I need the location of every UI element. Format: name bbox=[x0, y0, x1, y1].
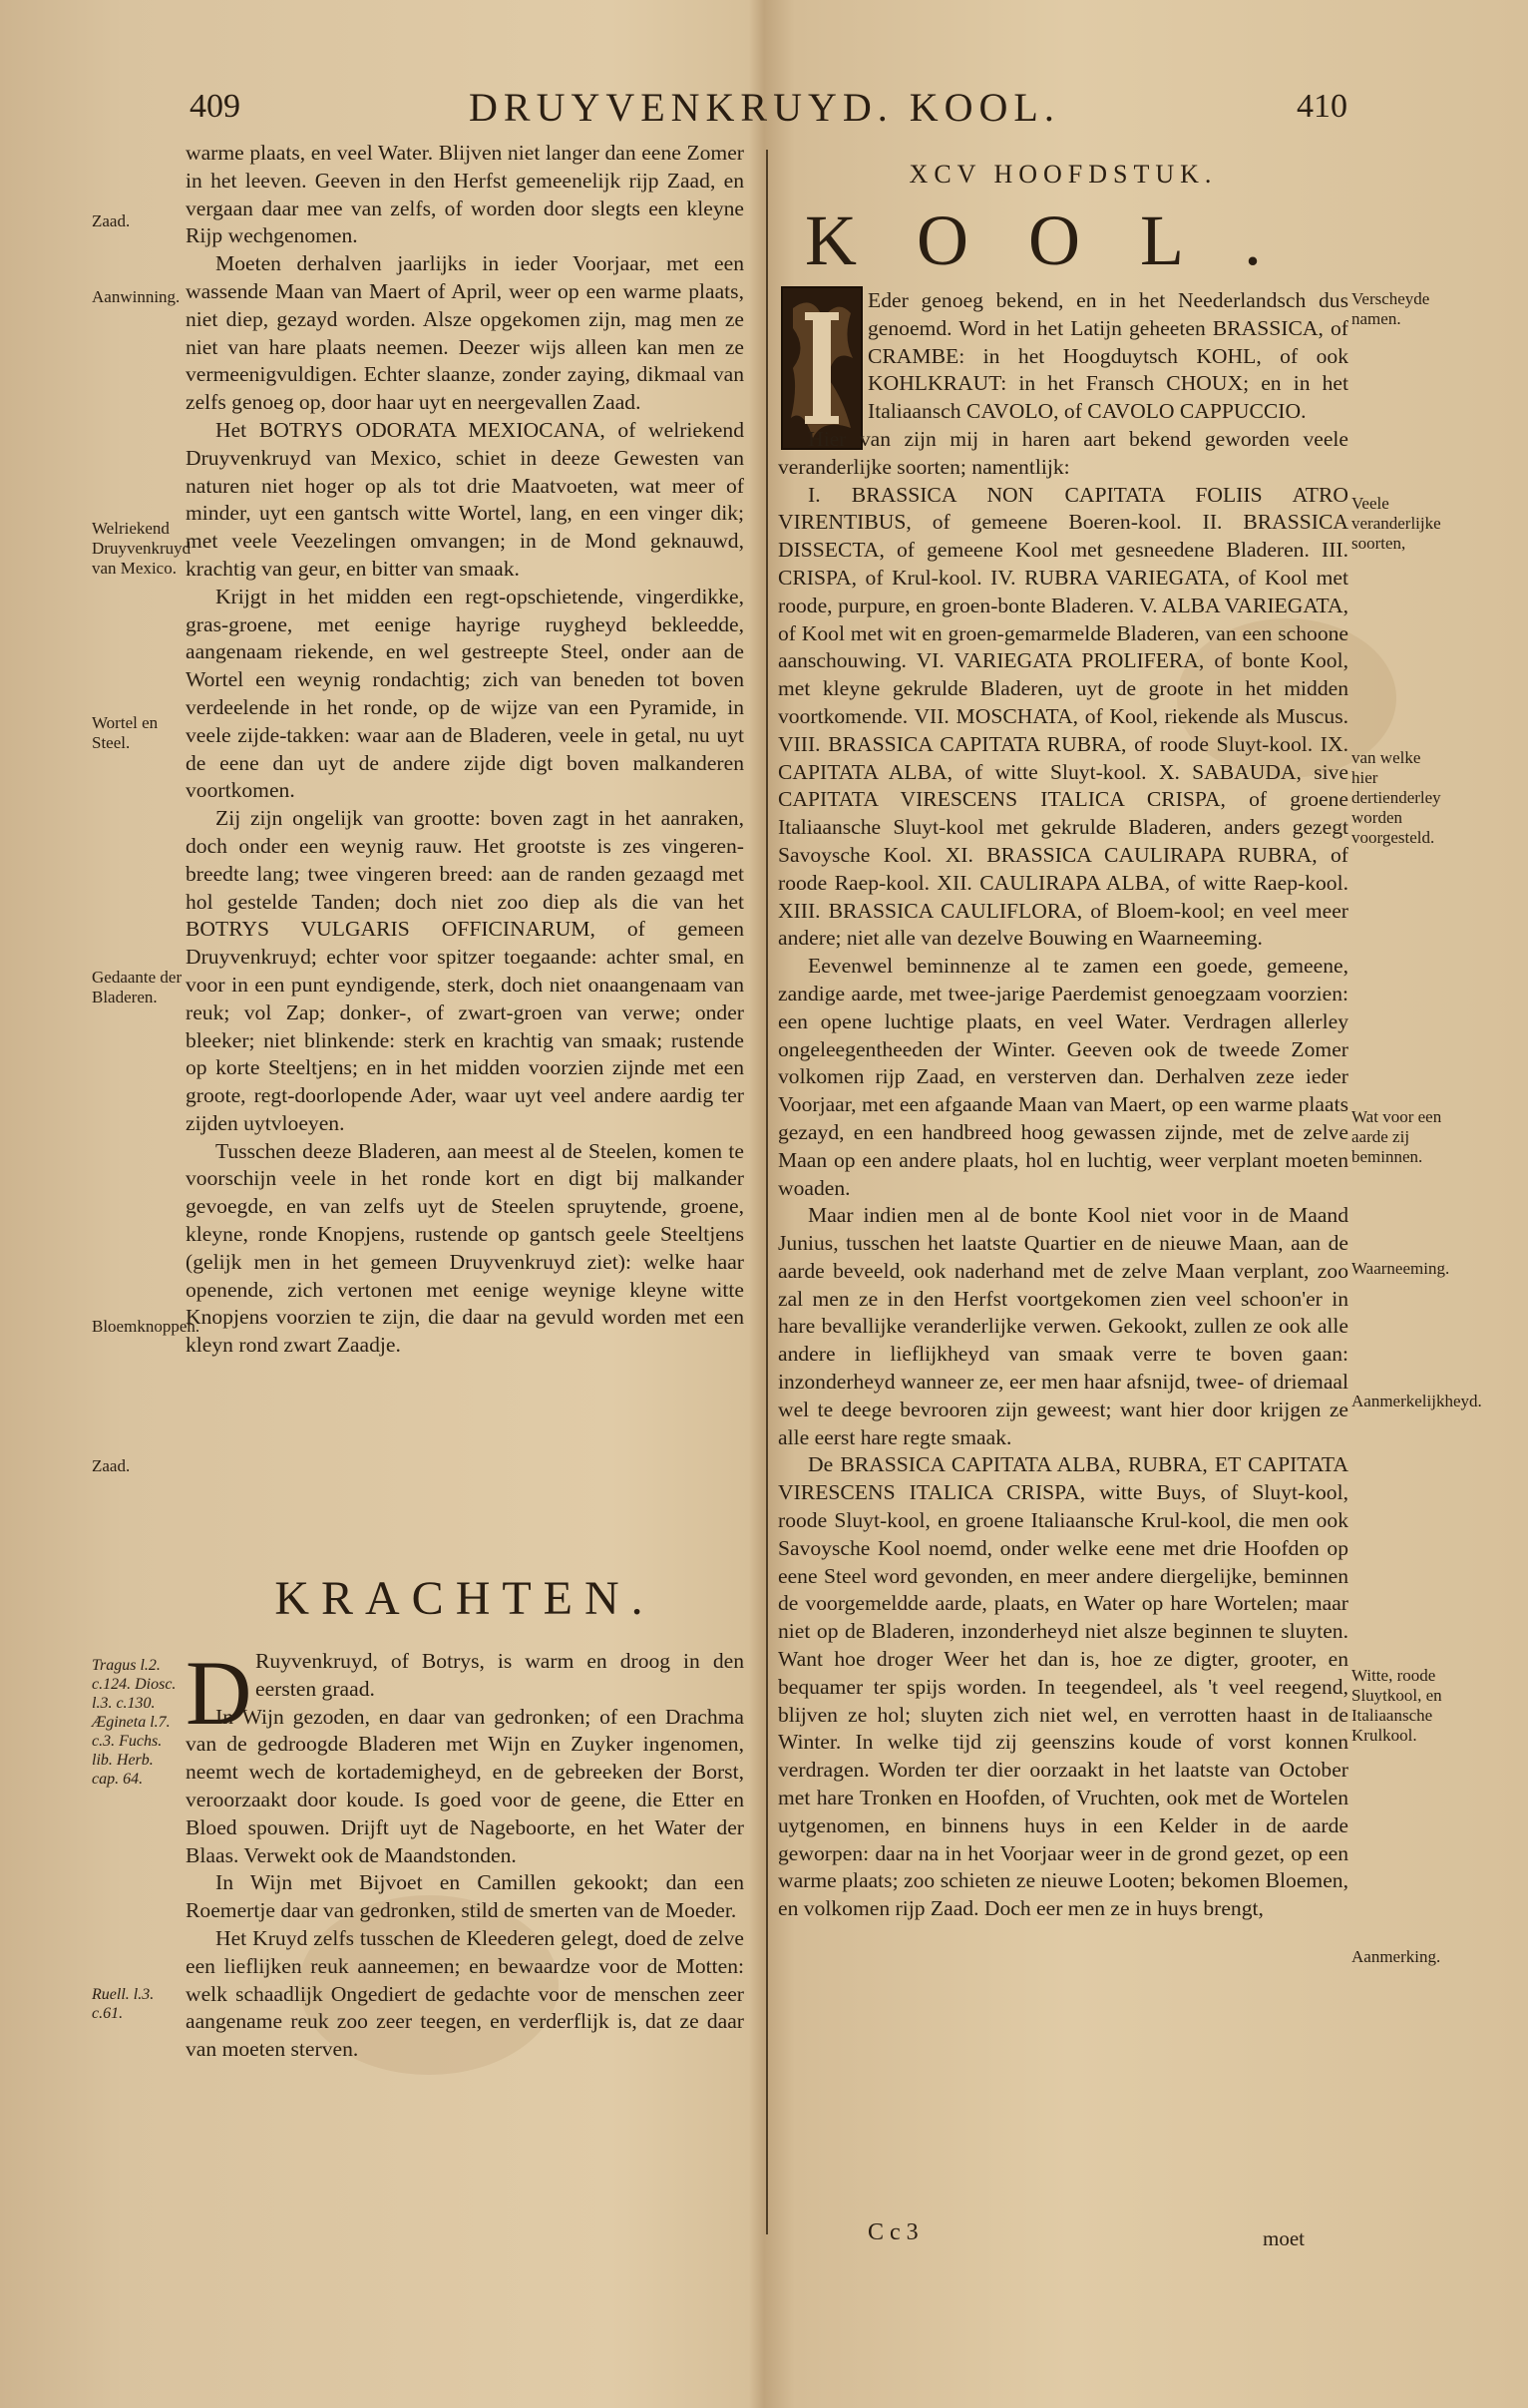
reference-note: Tragus l.2. c.124. Diosc. l.3. c.130. Ægineta l.7. c.3. Fuchs. lib. Herb. cap. 64. bbox=[92, 1657, 177, 1788]
page-number-left: 409 bbox=[190, 88, 240, 125]
margin-note: Zaad. bbox=[92, 1456, 131, 1475]
right-column bbox=[778, 287, 1348, 1923]
page-number-right: 410 bbox=[1297, 88, 1347, 125]
paragraph: In Wijn gezoden, en daar van gedronken; of een Drachma van de gedroogde Bladeren met Wijn en Zuyker ingenomen, neemt wech de kortademigheyd, en de gebreeken der Borst, veroorzaakt door koude. Is goed voor de geene, die Etter en Bloed spouwen. Drijft uyt de Nageboorte, en het Water der Blaas. Verwekt ook de Maandstonden. bbox=[186, 1704, 744, 1867]
paragraph: Het Kruyd zelfs tusschen de Kleederen gelegt, doed de zelve een lieflijken reuk aanneemen; en bewaardze voor de Motten: welk schaadlijk Ongediert de gedachte voor de menschen zeer aangename reuk zoo zeer teegen, en verderflijk is, dat ze daar van moeten sterven. bbox=[186, 1925, 744, 2062]
margin-note: Aanmerkelijkheyd. bbox=[1351, 1392, 1482, 1410]
reference-note: Ruell. l.3. c.61. bbox=[92, 1986, 155, 2022]
margin-note: Wat voor een aarde zij beminnen. bbox=[1351, 1107, 1442, 1166]
margin-note: Wortel en Steel. bbox=[92, 713, 159, 752]
paragraph: warme plaats, en veel Water. Blijven niet langer dan eene Zomer in het leeven. Geeven in den Herfst gemeenelijk rijp Zaad, en vergaan daar mee van zelfs, of worden door slegts een kleyne Rijp wechgenomen. bbox=[186, 141, 744, 248]
left-column bbox=[186, 140, 744, 1360]
paragraph: I. BRASSICA NON CAPITATA FOLIIS ATRO VIRENTIBUS, of gemeene Boeren-kool. II. BRASSICA DISSECTA, of gemeene Kool met gesneedene Bladeren. III. CRISPA, of Krul-kool. IV. RUBRA VARIEGATA, of Kool met roode, purpure, en groen-bonte Bladeren. V. ALBA VARIEGATA, of Kool met wit en groen-gemarmelde Bladeren, van een schoone aanschouwing. VI. VARIEGATA PROLIFERA, of bonte Kool, met kleyne gekrulde Bladeren, uyt de groote in het midden voortkomende. VII. MOSCHATA, of Kool, riekende als Muscus. VIII. BRASSICA CAPITATA RUBRA, of roode Sluyt-kool. IX. CAPITATA ALBA, of witte Sluyt-kool. X. SABAUDA, sive CAPITATA VIRESCENS ITALICA CRISPA, of groene Italiaansche Sluyt-kool met gekrulde Bladeren, anders gezegt Savoysche Kool. XI. BRASSICA CAULIRAPA RUBRA, of roode Raep-kool. XII. CAULIRAPA ALBA, of witte Raep-kool. XIII. BRASSICA CAULIFLORA, of Bloem-kool; en veel meer andere; niet alle van dezelve Bouwing en Waarneeming. bbox=[778, 482, 1348, 951]
catchword: moet bbox=[1263, 2226, 1305, 2250]
paragraph: Het BOTRYS ODORATA MEXIOCANA, of welriekend Druyvenkruyd van Mexico, schiet in deeze Gewesten van naturen niet hoger op als tot drie Maatvoeten, wat meer of minder, uyt een gantsch witte Wortel, lang, en een vinger dik; met veele Veezelingen omvangen; in de Mond geknauwd, krachtig van geur, en bitter van smaak. bbox=[186, 417, 744, 581]
margin-note: Aanwinning. bbox=[92, 287, 181, 306]
margin-note: Waarneeming. bbox=[1351, 1259, 1450, 1278]
paragraph: Eder genoeg bekend, en in het Neederlandsch dus genoemd. Word in het Latijn geheeten BRASSICA, of CRAMBE: in het Hoogduytsch KOHL, of ook KOHLKRAUT: in het Fransch CHOUX; en in het Italiaansch CAVOLO, of CAVOLO CAPPUCCIO. bbox=[868, 288, 1348, 424]
running-title: DRUYVENKRUYD. KOOL. bbox=[469, 85, 1060, 130]
paragraph: Ruyvenkruyd, of Botrys, is warm en droog in den eersten graad. bbox=[255, 1649, 744, 1701]
paragraph: In Wijn met Bijvoet en Camillen gekookt; dan een Roemertje daar van gedronken, stild de smerten van de Moeder. bbox=[186, 1870, 744, 1923]
chapter-title: KOOL. bbox=[805, 201, 1322, 280]
margin-note: Veele veranderlijke soorten, bbox=[1351, 494, 1441, 553]
section-title-krachten: KRACHTEN. bbox=[274, 1572, 655, 1625]
margin-note: van welke hier dertienderley worden voorgesteld. bbox=[1351, 748, 1441, 847]
margin-note: Gedaante der Bladeren. bbox=[92, 968, 183, 1006]
drop-cap: D bbox=[186, 1642, 252, 1744]
margin-note: Welriekend Druyvenkruyd van Mexico. bbox=[92, 519, 191, 578]
krachten-text bbox=[186, 1642, 744, 2064]
paragraph: Eevenwel beminnenze al te zamen een goede, gemeene, zandige aarde, met twee-jarige Paerdemist genoegzaam voorzien: een opene luchtige plaats, en veel Water. Verdragen allerley ongeleegentheeden der Winter. Geeven ook de tweede Zomer volkomen rijp Zaad, en versterven dan. Derhalven zeze ieder Voorjaar, met een afgaande Maan van Maert, op een warme plaats gezayd, en een handbreed hoog gewassen zijnde, met de zelve Maan op een andere plaats, hol en luchtig, weer verplant moeten woaden. bbox=[778, 954, 1348, 1200]
margin-note: Verscheyde namen. bbox=[1351, 289, 1430, 328]
margin-note: Witte, roode Sluytkool, en Italiaansche Krulkool. bbox=[1351, 1666, 1442, 1745]
margin-note: Aanmerking. bbox=[1351, 1947, 1441, 1966]
paragraph: De BRASSICA CAPITATA ALBA, RUBRA, ET CAPITATA VIRESCENS ITALICA CRISPA, witte Buys, of Sluyt-kool, roode Sluyt-kool, en groene Italiaansche Krul-kool, die men ook Savoysche Kool noemd, onder welke eene met drie Hoofden op eene Steel word gevonden, en meer andere diergelijke, beminnen de voorgemeldde aarde, plaats, en Water op hare Wortelen; maar niet op de Bladeren, inzonderheyd niet alsze beginnen te sluyten. Want hoe droger Weer het dan is, hoe ze digter, grooter, en bequamer ter spijs worden. In teegendeel, als 't veel reegend, blijven ze hol; sluyten zich niet wel, en verrotten haast in de Winter. In welke tijd zij geenszins koude of vorst konnen verdragen. Worden ter dier oorzaakt in het laatste van October met hare Tronken en Hoofden, of Vruchten, ook met de Wortelen uytgenomen, en binnens huys in een Kelder in de aarde geworpen: daar na in het Voorjaar weer in de grond gezet, op een warme plaats; zoo schieten ze nieuwe Looten; bekomen Bloemen, en volkomen rijp Zaad. Doch eer men ze in huys brengt, bbox=[778, 1452, 1348, 1921]
paragraph: Moeten derhalven jaarlijks in ieder Voorjaar, met een wassende Maan van Maert of April, weer op een warme plaats, niet diep, gezayd worden. Alsze opgekomen zijn, mag men ze niet van hare plaats neemen. Deezer wijs alleen kan men ze vermeenigvuldigen. Echter slaanze, zonder zaying, dikmaal van zelfs genoeg op, door haar uyt en neergevallen Zaad. bbox=[186, 251, 744, 415]
column-divider bbox=[766, 150, 768, 2234]
signature-mark: C c 3 bbox=[868, 2219, 919, 2245]
chapter-heading: XCV HOOFDSTUK. bbox=[909, 160, 1218, 189]
paragraph: Tusschen deeze Bladeren, aan meest al de Steelen, komen te voorschijn veele in het ronde kort en digt bij malkander gevoegde, en van zelfs uyt de Steelen spruytende, groene, kleyne, ronde Knopjens, rustende op gantsch geele Steeltjens (gelijk men in het gemeen Druyvenkruyd ziet): welke haar openende, zich vertonen met eenige weynige kleyne witte Knopjens voorzien te zijn, die daar na gevuld worden met een kleyn rond zwart Zaadje. bbox=[186, 1138, 744, 1358]
paragraph: Hier van zijn mij in haren aart bekend geworden veele veranderlijke soorten; namentlijk: bbox=[778, 426, 1348, 479]
paragraph: Zij zijn ongelijk van grootte: boven zagt in het aanraken, doch onder een weynig rauw. Het grootste is zes vingeren-breedte lang; twee vingeren breed: aan de randen gezaagd met hol gestelde Tanden; doch niet zoo diep als die van het BOTRYS VULGARIS OFFICINARUM, of gemeen Druyvenkruyd; echter voor spitzer toegaande: achter smal, en voor in een punt eyndigende, sterk, doch niet onaangenaam van reuk; vol Zap; donker-, of zwart-groen van verwe; onder bleeker; niet blinkende: sterk en krachtig van smaak; rustende op korte Steeltjens; en in het midden voorzien zijnde met een groote, regt-doorlopende Ader, waar uyt veel andere aardig ter zijden uytvloeyen. bbox=[186, 806, 744, 1135]
paragraph: Krijgt in het midden een regt-opschietende, vingerdikke, gras-groene, met eenige hayrige ruygheyd bekleedde, aangenaam riekende, en wel gestreepte Steel, onder aan de Wortel een weynig rondachtig; zich van beneden tot boven verdeelende in het ronde, op de wijze van een Pyramide, in veele zijde-takken: waar aan de Bladeren, veele in getal, nu uyt de eene dan uyt de andere zijde digt boven malkanderen voortkomen. bbox=[186, 584, 744, 803]
running-head bbox=[0, 85, 1528, 130]
paragraph: Maar indien men al de bonte Kool niet voor in de Maand Junius, tusschen het laatste Quartier en de nieuwe Maan, aan de aarde beveeld, ook naderhand met de zelve Maan verplant, zoo zal men ze in den Herfst voortgekomen zien veel schoon'er in hare bevallijke veranderlijke verwen. Gekookt, zullen ze ook alle andere in lieflijkheyd van smaak verre te boven gaan: inzonderheyd wanneer ze, eer men haar afsnijd, twee- of driemaal wel te deege bevrooren zijn geweest; want hier door krijgen ze alle eerst hare regte smaak. bbox=[778, 1203, 1348, 1449]
margin-note: Bloemknoppen. bbox=[92, 1317, 200, 1336]
margin-note: Zaad. bbox=[92, 211, 131, 230]
